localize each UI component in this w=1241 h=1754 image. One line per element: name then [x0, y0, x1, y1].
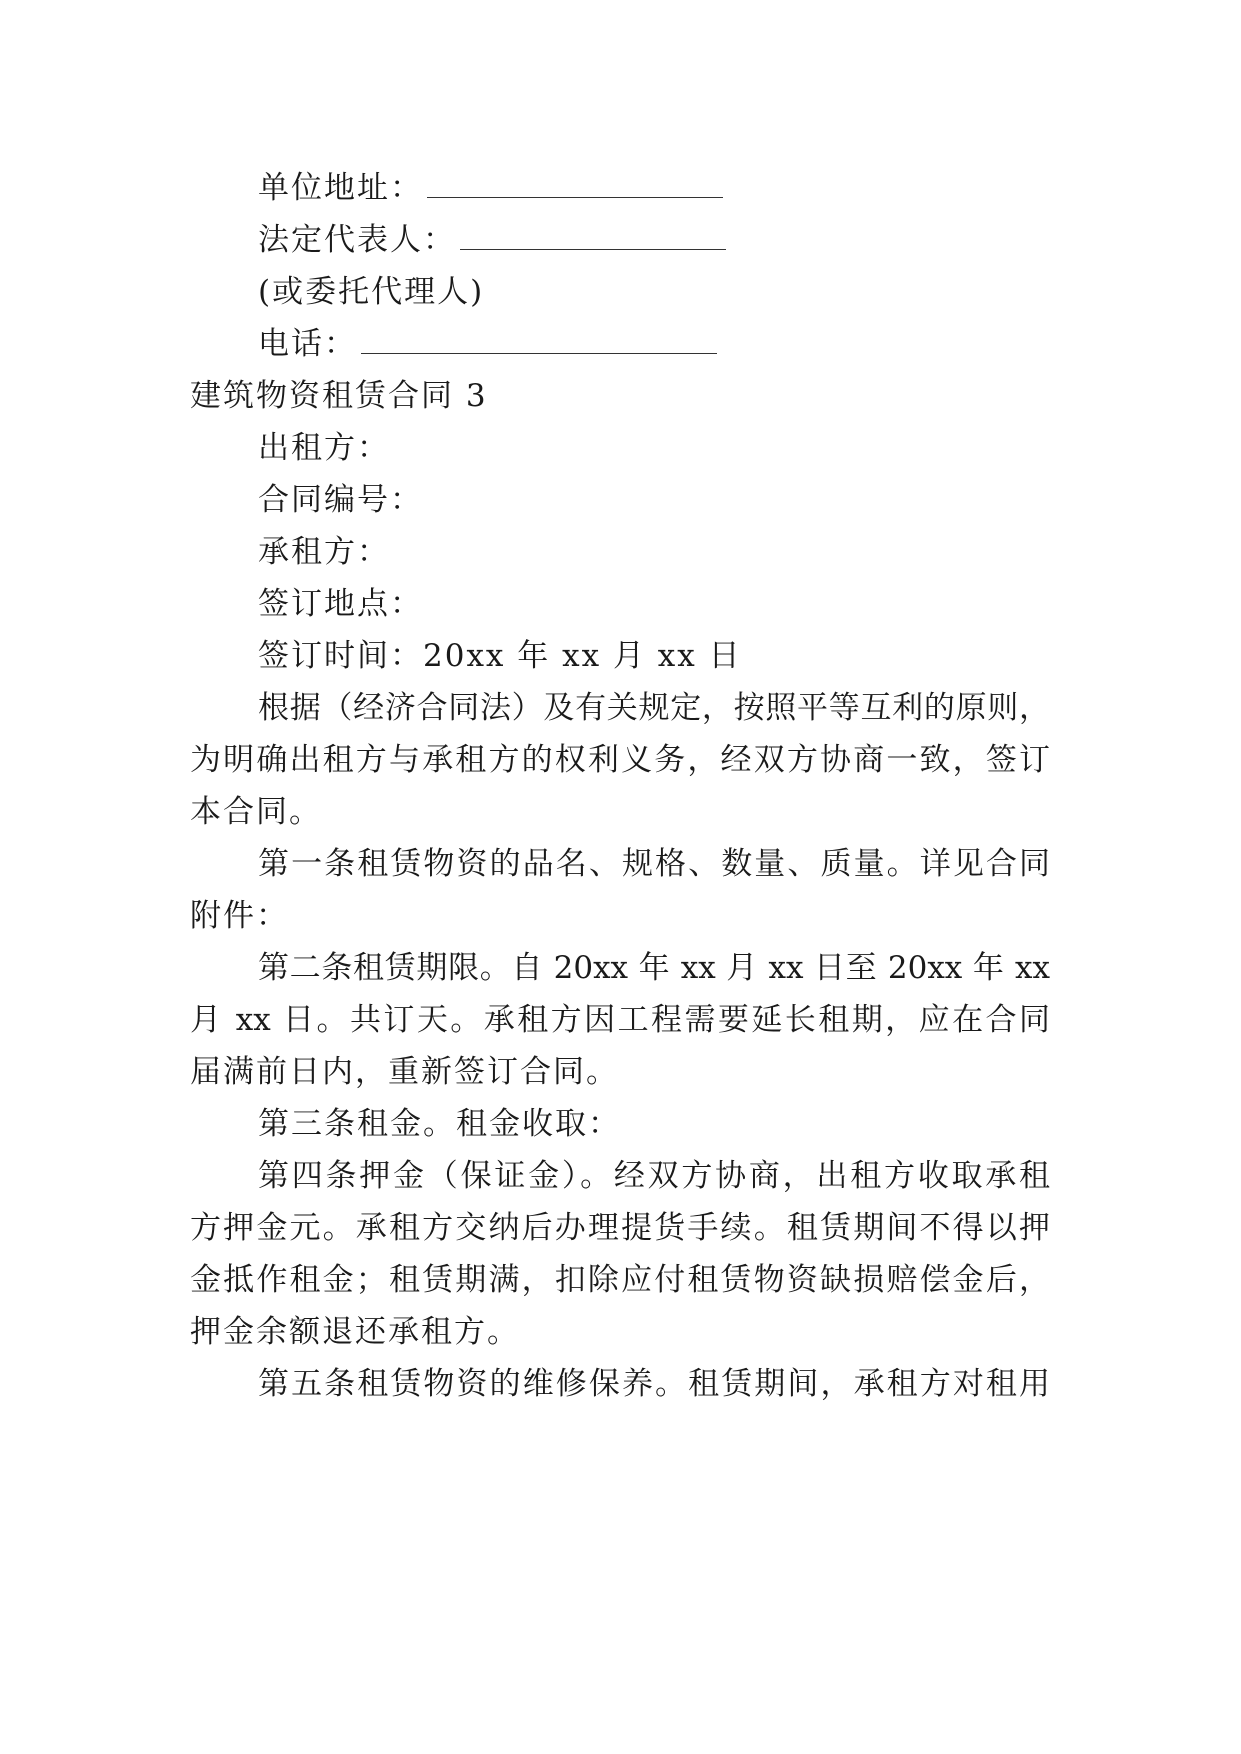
legal-rep-label: 法定代表人： — [258, 222, 456, 258]
preamble-text: 为明确出租方与承租方的权利义务，经双方协商一致，签订 — [190, 742, 1050, 778]
preamble-line — [190, 740, 1050, 780]
article2-line: 届满前日内，重新签订合同。 — [190, 1054, 619, 1090]
article2-line — [190, 1000, 1050, 1040]
sign-place-label: 签订地点： — [258, 586, 423, 622]
article4-text: 方押金元。承租方交纳后办理提货手续。租赁期间不得以押 — [190, 1210, 1050, 1246]
contract-title: 建筑物资租赁合同 3 — [190, 378, 488, 414]
article3-line: 第三条租金。租金收取： — [258, 1106, 621, 1142]
preamble-line: 本合同。 — [190, 794, 322, 830]
article2-text: 第二条租赁期限。自 20xx 年 xx 月 xx 日至 20xx 年 xx — [258, 950, 1050, 986]
article4-line — [190, 1208, 1050, 1248]
article2-text: 月 xx 日。共订天。承租方因工程需要延长租期，应在合同 — [190, 1002, 1050, 1038]
preamble-text: 根据（经济合同法）及有关规定，按照平等互利的原则， — [258, 690, 1050, 726]
lessor-label: 出租方： — [258, 430, 390, 466]
legal-rep-line — [258, 220, 726, 260]
phone-line — [258, 324, 717, 364]
agent-label: (或委托代理人) — [258, 274, 485, 310]
preamble-line — [258, 688, 1050, 728]
address-label: 单位地址： — [258, 170, 423, 206]
phone-label: 电话： — [258, 326, 357, 362]
address-line — [258, 168, 723, 208]
article5-text: 第五条租赁物资的维修保养。租赁期间，承租方对租用 — [258, 1366, 1050, 1402]
article4-text: 金抵作租金；租赁期满，扣除应付租赁物资缺损赔偿金后， — [190, 1262, 1050, 1298]
article4-line — [190, 1260, 1050, 1300]
article2-line — [258, 948, 1050, 988]
article5-line — [258, 1364, 1050, 1404]
article1-line — [258, 844, 1050, 884]
article4-text: 第四条押金（保证金）。经双方协商，出租方收取承租 — [258, 1158, 1050, 1194]
contract-no-label: 合同编号： — [258, 482, 423, 518]
agent-line — [258, 272, 484, 312]
article1-line: 附件： — [190, 898, 289, 934]
article4-line: 押金余额退还承租方。 — [190, 1314, 520, 1350]
lessee-label: 承租方： — [258, 534, 390, 570]
article4-line — [258, 1156, 1050, 1196]
address-blank — [427, 171, 723, 198]
legal-rep-blank — [460, 223, 726, 250]
article1-text: 第一条租赁物资的品名、规格、数量、质量。详见合同 — [258, 846, 1050, 882]
phone-blank — [361, 327, 717, 354]
sign-time: 签订时间：20xx 年 xx 月 xx 日 — [258, 638, 742, 674]
